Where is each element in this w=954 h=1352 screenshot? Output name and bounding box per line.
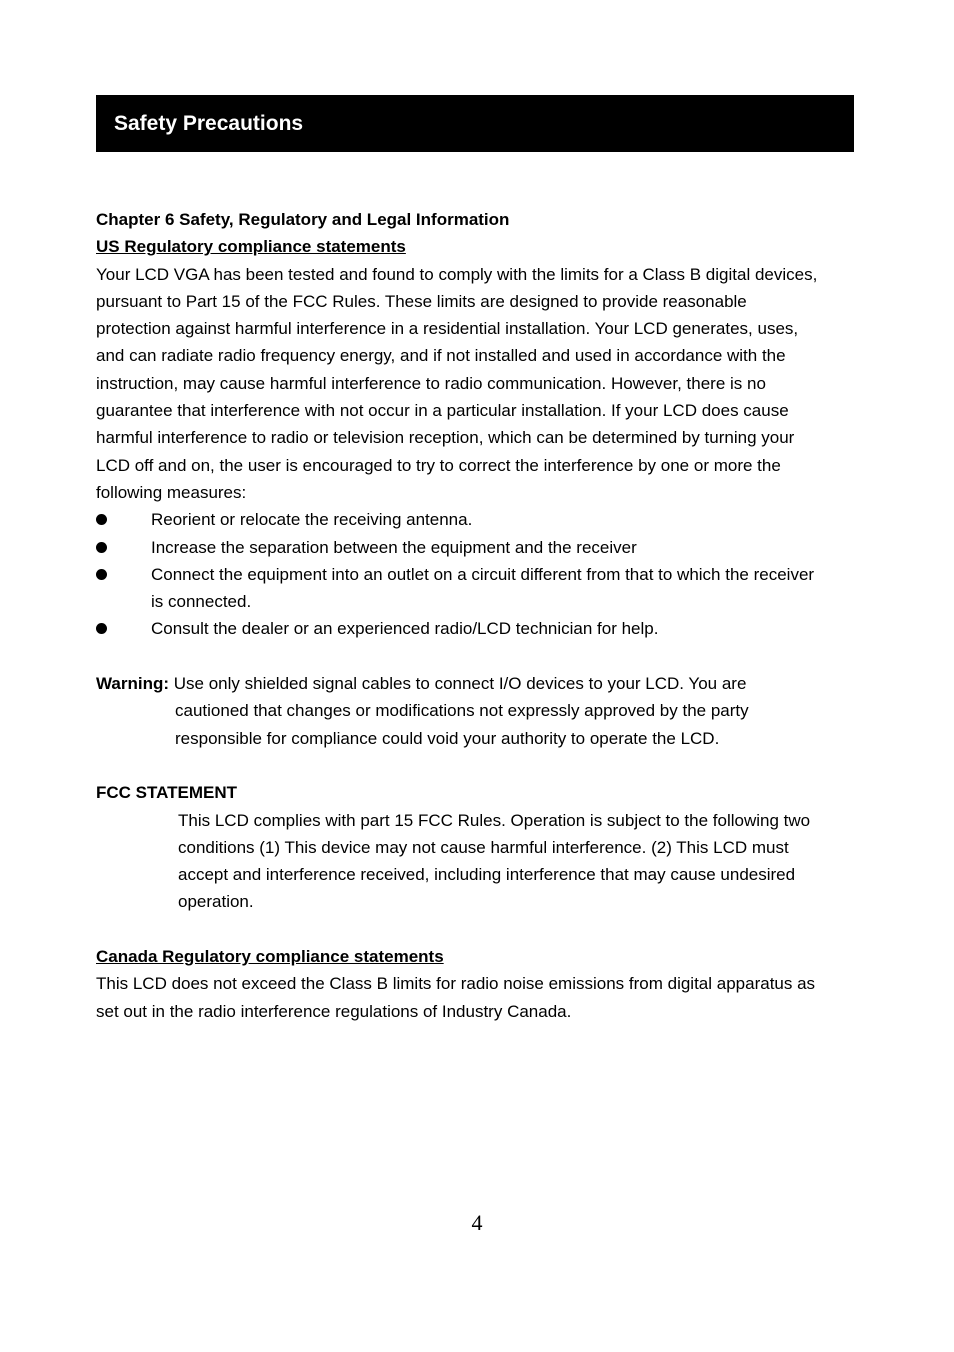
canada-regulatory-paragraph (96, 970, 876, 1025)
bullet-text: Connect the equipment into an outlet on a circuit different from that to which the receiver (151, 564, 815, 584)
bullet-dot-icon (96, 514, 107, 525)
fcc-line: operation. (178, 892, 254, 912)
us-regulatory-paragraph (96, 261, 876, 507)
fcc-statement-heading: FCC STATEMENT (96, 783, 238, 803)
spacer (96, 752, 876, 779)
bullet-item (96, 534, 876, 561)
document-body (96, 206, 876, 1025)
warning-first-line (96, 670, 876, 697)
canada-line: This LCD does not exceed the Class B limits for radio noise emissions from digital apparatus as (96, 974, 816, 994)
section-header-bar (96, 95, 854, 152)
paragraph-line: instruction, may cause harmful interference to radio communication. However, there is no (96, 373, 766, 393)
bullet-dot-icon (96, 623, 107, 634)
us-regulatory-heading: US Regulatory compliance statements (96, 237, 406, 257)
bullet-item (96, 561, 876, 616)
paragraph-line: and can radiate radio frequency energy, and if not installed and used in accordance with the (96, 346, 786, 366)
bullet-text: Reorient or relocate the receiving antenna. (151, 510, 473, 530)
chapter-title: Chapter 6 Safety, Regulatory and Legal Information (96, 210, 510, 229)
warning-block (96, 670, 876, 752)
warning-continuation-line: responsible for compliance could void your authority to operate the LCD. (175, 728, 720, 748)
canada-line: set out in the radio interference regulations of Industry Canada. (96, 1001, 572, 1021)
paragraph-line: protection against harmful interference in a residential installation. Your LCD generates, uses, (96, 319, 799, 339)
bullet-item (96, 615, 876, 642)
paragraph-line: Your LCD VGA has been tested and found to comply with the limits for a Class B digital devices, (96, 264, 818, 284)
fcc-line: This LCD complies with part 15 FCC Rules. Operation is subject to the following two (178, 810, 811, 830)
warning-text: Use only shielded signal cables to connect I/O devices to your LCD. You are (169, 674, 747, 694)
bullet-text-continuation: is connected. (151, 592, 252, 612)
warning-label: Warning: (96, 674, 170, 694)
paragraph-line: LCD off and on, the user is encouraged to try to correct the interference by one or more the (96, 455, 781, 475)
bullet-text: Consult the dealer or an experienced radio/LCD technician for help. (151, 619, 659, 639)
fcc-statement-text (96, 807, 876, 916)
fcc-line: accept and interference received, including interference that may cause undesired (178, 865, 796, 885)
canada-regulatory-heading: Canada Regulatory compliance statements (96, 947, 444, 967)
paragraph-line: harmful interference to radio or television reception, which can be determined by turning your (96, 428, 795, 448)
bullet-text: Increase the separation between the equipment and the receiver (151, 537, 637, 557)
paragraph-line: pursuant to Part 15 of the FCC Rules. These limits are designed to provide reasonable (96, 291, 747, 311)
bullet-item (96, 506, 876, 533)
section-header-title: Safety Precautions (114, 112, 304, 135)
page-number: 4 (471, 1210, 483, 1235)
warning-continuation-line: cautioned that changes or modifications not expressly approved by the party (175, 701, 749, 721)
measures-bullet-list (96, 506, 876, 642)
spacer (96, 916, 876, 943)
bullet-dot-icon (96, 542, 107, 553)
fcc-line: conditions (1) This device may not cause harmful interference. (2) This LCD must (178, 837, 789, 857)
paragraph-line: following measures: (96, 482, 247, 502)
paragraph-line: guarantee that interference with not occur in a particular installation. If your LCD does cause (96, 401, 789, 421)
spacer (96, 643, 876, 670)
bullet-dot-icon (96, 569, 107, 580)
